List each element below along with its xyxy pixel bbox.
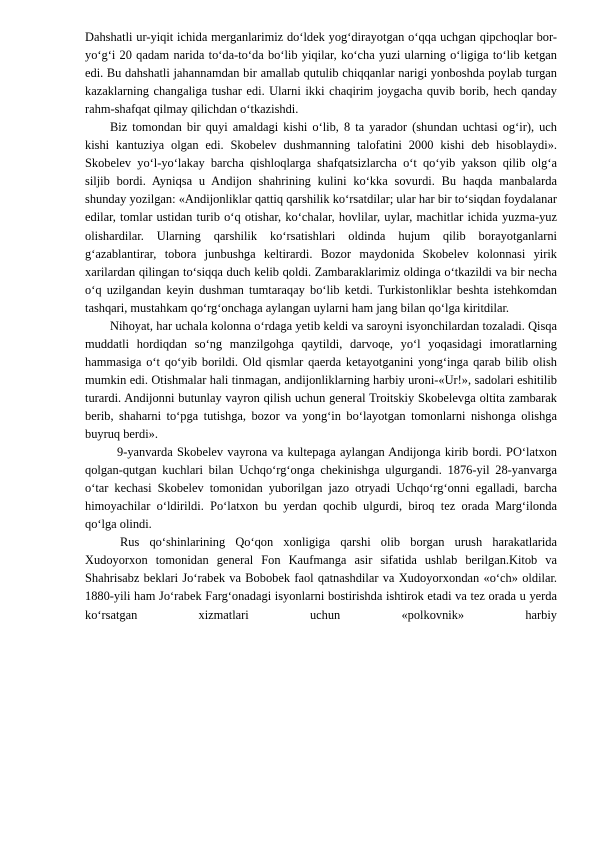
paragraph-battle-description: Dahshatli ur-yiqit ichida merganlarimiz do‘ldek yog‘dirayotgan o‘qqa uchgan qipchoqlar bor-yo‘g‘i 20 qadam narida to‘da-to‘da bo‘lib yiqilar, ko‘cha yuzi ularning o‘ligiga to‘lib ketgan edi. Bu dahshatli jahannamdan bir amallab qutulib chiqqanlar narigi yonboshda poylab turgan kazaklarning changaliga tushar edi. Ularni ikki chaqirim joygacha quvib borib, hech qanday rahm-shafqat qilmay qilichdan o‘tkazishdi. xyxy=(85,30,557,117)
paragraph-khudoyorkhon: Rus qo‘shinlarining Qo‘qon xonligiga qarshi olib borgan urush harakatlarida Xudoyorxon tomonidan general Fon Kaufmanga asir sifatida ushlab berilgan.Kitob va Shahrisabz beklari Jo‘rabek va Bobobek faol qatnashdilar va Xudoyorxondan «o‘ch» oldilar. 1880-yili ham Jo‘rabek Farg‘onadagi isyonlarni bostirishda ishtirok etadi va tez orada u yerda ko‘rsatgan xizmatlari uchun «polkovnik» harbiy xyxy=(85,535,557,622)
paragraph-casualties-andijan: Biz tomondan bir quyi amaldagi kishi o‘lib, 8 ta yarador (shundan uchtasi og‘ir), uch kishi kantuziya olgan edi. Skobelev dushmanning talofatini 2000 kishi deb hisoblaydi». Skobelev yo‘l-yo‘lakay barcha qishloqlarga shafqatsizlarcha o‘t qo‘yib yakson qilib olg‘a siljib bordi. Ayniqsa u Andijon shahrining kulini ko‘kka sovurdi. Bu haqda manbalarda shunday yozilgan: «Andijonliklar qattiq qarshilik ko‘rsatdilar; ular har bir to‘siqdan foydalanar edilar, tomlar ustidan turib o‘q otishar, ko‘chalar, hovlilar, uylar, machitlar ichida yuzma-yuz olishardilar. Ularning qarshilik ko‘rsatishlari oldinda hujum qilib borayotganlarni g‘azablantirar, tobora junbushga keltirardi. Bozor maydonida Skobelev kolonnasi yirik xarilardan qilingan to‘siqqa duch kelib qoldi. Zambaraklarimiz oldinga o‘tkazildi va bir necha o‘q uzilgandan keyin dushman tumtaraqay bo‘lib ketdi. Turkistonliklar beshta istehkomdan tashqari, mustahkam qo‘rg‘onchaga aylangan uylarni ham jang bilan qo‘lga kiritdilar. xyxy=(85,120,557,315)
paragraph-january-ninth: 9-yanvarda Skobelev vayrona va kultepaga aylangan Andijonga kirib bordi. PO‘latxon qolgan-qutgan kuchlari bilan Uchqo‘rg‘onga chekinishga ulgurgandi. 1876-yil 28-yanvarga o‘tar kechasi Skobelev tomonidan yuborilgan jazo otryadi Uchqo‘rg‘onni egalladi, barcha himoyachilar o‘ldirildi. Po‘latxon bu yerdan qochib ulgurdi, biroq tez orada Marg‘ilonda qo‘lga olindi. xyxy=(85,445,557,532)
document-page xyxy=(85,28,557,624)
paragraph-palace-cleared: Nihoyat, har uchala kolonna o‘rdaga yetib keldi va saroyni isyonchilardan tozaladi. Qisqa muddatli hordiqdan so‘ng manzilgohga qaytildi, darvoqe, yo‘l yoqasidagi imoratlarning hammasiga o‘t qo‘yib borildi. Old qismlar qaerda ketayotganini yong‘inga qarab bilib olish mumkin edi. Otishmalar hali tinmagan, andijonliklarning harbiy uroni-«Ur!», sadolari eshitilib turardi. Andijonni butunlay vayron qilish uchun general Troitskiy Skobelevga oltita zambarak berib, shaharni to‘pga tutishga, bozor va yong‘in bo‘layotgan tomonlarni nishonga olishga buyruq berdi». xyxy=(85,318,557,442)
